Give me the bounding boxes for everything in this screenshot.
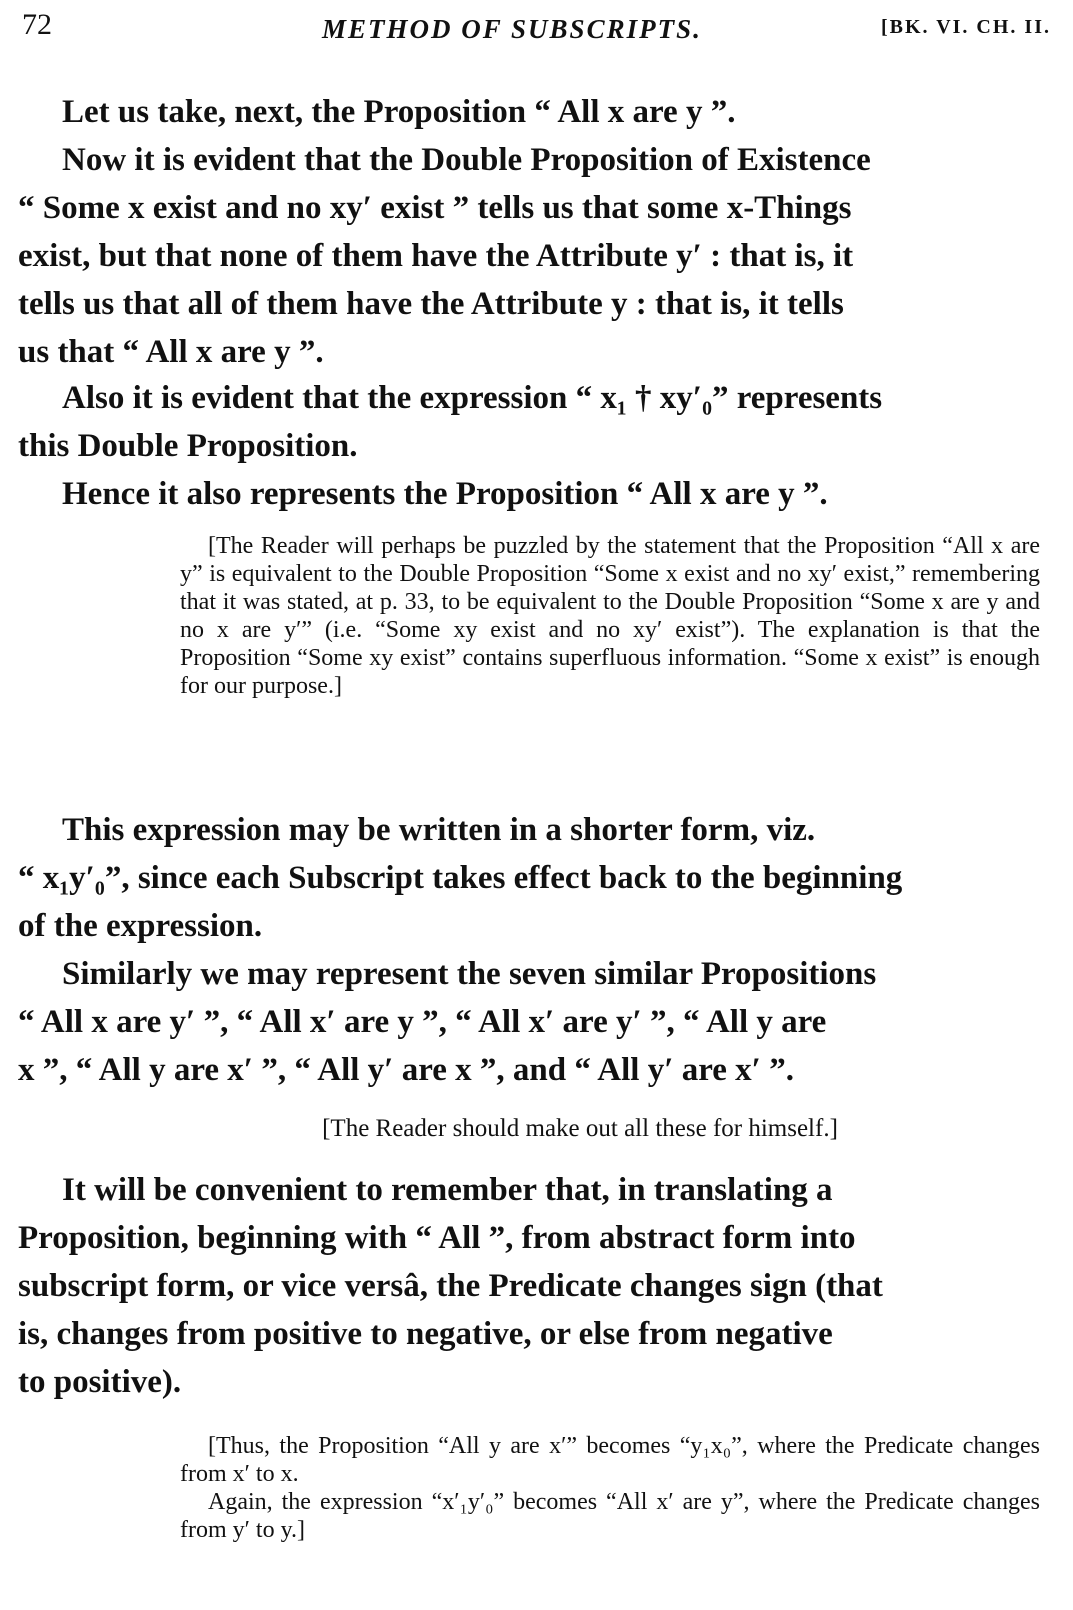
paragraph-convenient [18, 1166, 1054, 1406]
paragraph-expression [18, 374, 1054, 470]
text-line: Proposition, beginning with “ All ”, from abstract form into [18, 1220, 856, 1256]
chapter-reference: [BK. VI. CH. II. [881, 16, 1051, 38]
text-line: us that “ All x are y ”. [18, 334, 324, 370]
text-line: x ”, “ All y are x′ ”, “ All y′ are x ”, and “ All y′ are x′ ”. [18, 1052, 794, 1088]
text-line: Now it is evident that the Double Proposition of Existence [62, 142, 871, 178]
text-line: Also it is evident that the expression “ x₁ † xy′₀” represents [62, 380, 883, 416]
text-line: exist, but that none of them have the Attribute y′ : that is, it [18, 238, 854, 274]
footnote-thus [180, 1432, 1040, 1544]
text-line: Hence it also represents the Proposition “ All x are y ”. [62, 476, 828, 512]
text-line: to positive). [18, 1364, 182, 1400]
note-text: Again, the expression “x′₁y′₀” becomes “All x′ are y”, where the Predicate changes from y′ to y.] [180, 1489, 1040, 1543]
note-text: [Thus, the Proposition “All y are x′” becomes “y₁x₀”, where the Predicate changes from x′ to x. [180, 1433, 1040, 1487]
text-line: this Double Proposition. [18, 428, 358, 464]
text-line: “ All x are y′ ”, “ All x′ are y ”, “ All x′ are y′ ”, “ All y are [18, 1004, 827, 1040]
note-text: [The Reader should make out all these for himself.] [322, 1115, 838, 1142]
text-line: It will be convenient to remember that, in translating a [62, 1172, 833, 1208]
text-line: tells us that all of them have the Attribute y : that is, it tells [18, 286, 844, 322]
page-number: 72 [22, 8, 52, 41]
text-line: “ Some x exist and no xy′ exist ” tells us that some x-Things [18, 190, 852, 226]
page-header [22, 8, 1051, 48]
text-line: “ x₁y′₀”, since each Subscript takes effect back to the beginning [18, 860, 903, 896]
text-line: Similarly we may represent the seven similar Propositions [62, 956, 877, 992]
note-text: [The Reader will perhaps be puzzled by the statement that the Proposition “All x are y” is equivalent to the Double Proposition “Some x exist and no xy′ exist,” remembering that it was stated, at p. 33, to be equivalent to the Double Proposition “Some x are y and no x are y′” (i.e. “Some xy exist and no xy′ exist”). The explanation is that the Proposition “Some xy exist” contains superfluous information. “Some x exist” is enough for our purpose.] [180, 533, 1040, 699]
text-line: is, changes from positive to negative, or else from negative [18, 1316, 833, 1352]
footnote-reader-puzzled [180, 532, 1040, 700]
running-title: METHOD OF SUBSCRIPTS. [322, 14, 702, 44]
paragraph-all-x-are-y [18, 88, 1054, 136]
paragraph-double-proposition [18, 136, 1054, 376]
text-line: subscript form, or vice versâ, the Predicate changes sign (that [18, 1268, 883, 1304]
text-line: of the expression. [18, 908, 263, 944]
text-line: This expression may be written in a shorter form, viz. [62, 812, 816, 848]
paragraph-shorter-form [18, 806, 1054, 950]
footnote-make-out [200, 1114, 960, 1144]
paragraph-similar-propositions [18, 950, 1054, 1094]
paragraph-hence [18, 470, 1054, 518]
text-line: Let us take, next, the Proposition “ All x are y ”. [62, 94, 736, 130]
